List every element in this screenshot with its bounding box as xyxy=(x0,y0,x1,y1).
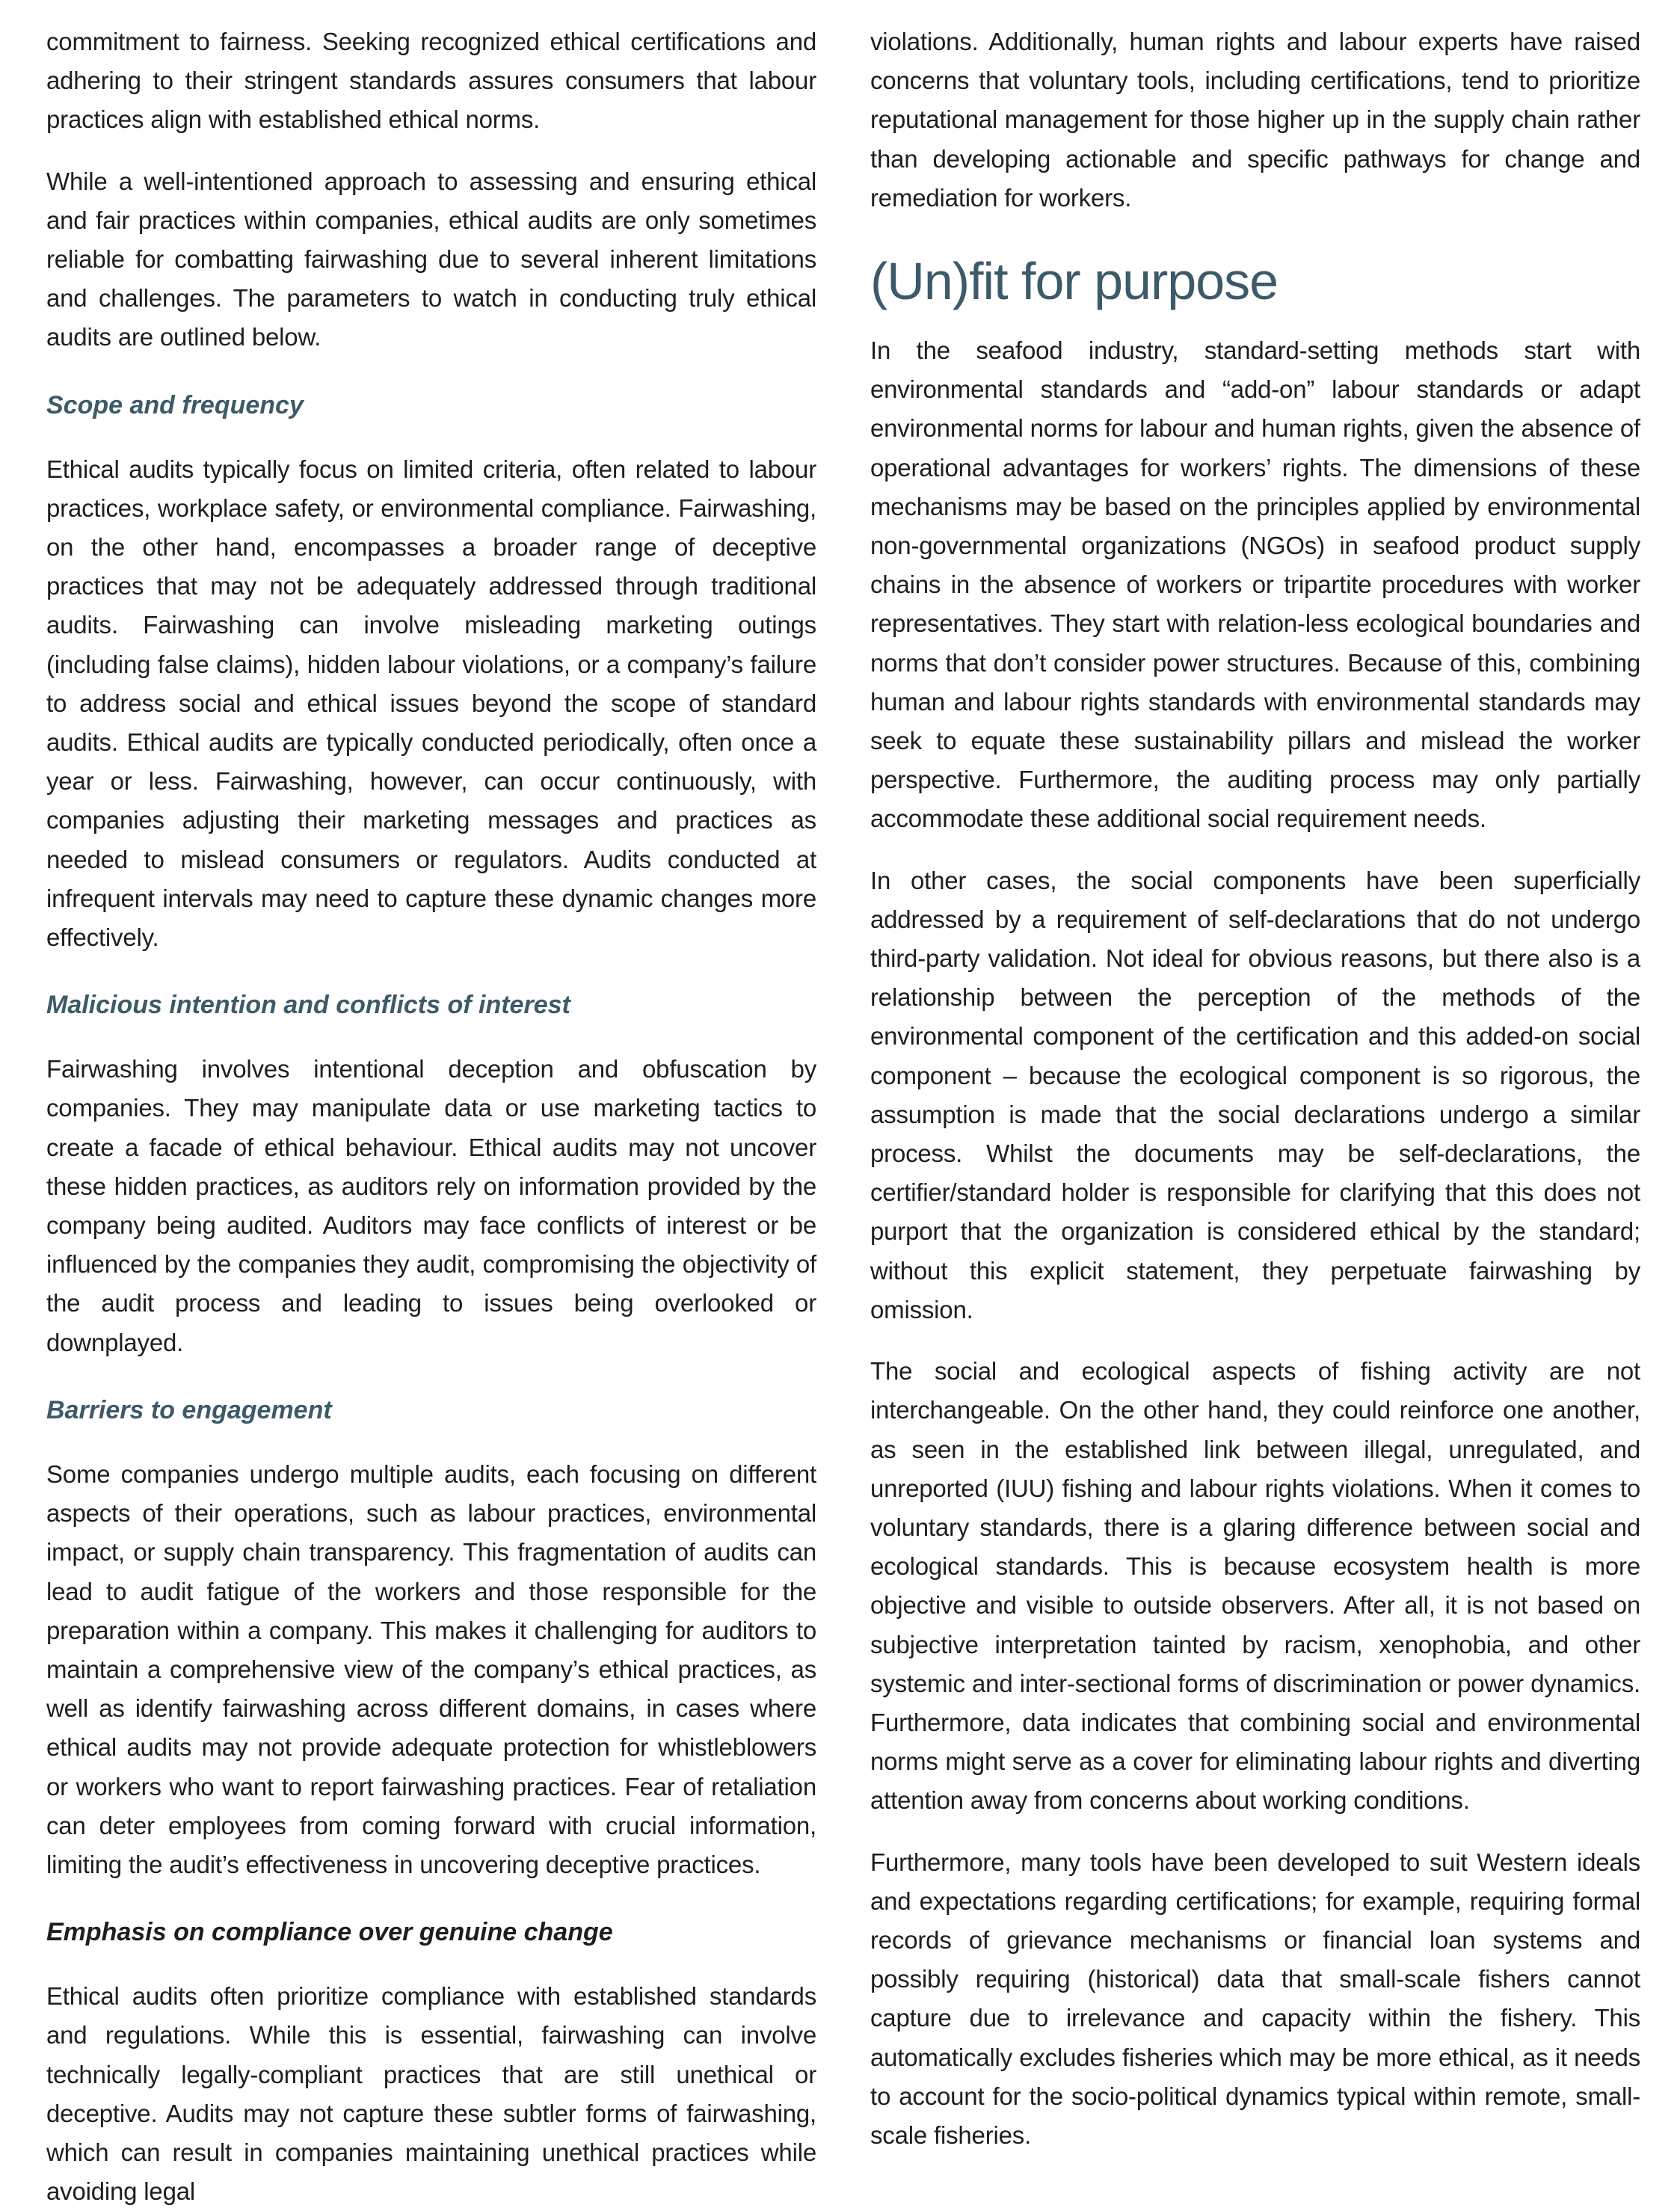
section-heading-unfit-for-purpose: (Un)fit for purpose xyxy=(870,252,1279,311)
paragraph-malicious: Fairwashing involves intentional deception and obfuscation by companies. They may manipulate data or use marketing tactics to create a facade of ethical behaviour. Ethical audits may not uncover these hidden practices, as auditors rely on information provided by the company being audited. Auditors may face conflicts of interest or be influenced by the companies they audit, compromising the objectivity of the audit process and leading to issues being overlooked or downplayed. xyxy=(46,1055,816,1356)
paragraph-self-declarations: In other cases, the social components have been superficially addressed by a requirement of self-declarations that do not undergo third-party validation. Not ideal for obvious reasons, but there also is a relationship between the perception of the methods of the environmental component of the certification and this added-on social component – because the ecological component is so rigorous, the assumption is made that the social declarations undergo a similar process. Whilst the documents may be self-declarations, the certifier/standard holder is responsible for clarifying that this does not purport that the organization is considered ethical by the standard; without this explicit statement, they perpetuate fairwashing by omission. xyxy=(870,866,1640,1323)
left-column xyxy=(46,22,816,2206)
subheading-malicious-intention: Malicious intention and conflicts of interest xyxy=(46,991,570,1020)
paragraph-scope: Ethical audits typically focus on limited criteria, often related to labour practices, workplace safety, or environmental compliance. Fairwashing, on the other hand, encompasses a broader range of deceptive practices that may not be adequately addressed through traditional audits. Fairwashing can involve misleading marketing outings (including false claims), hidden labour violations, or a company’s failure to address social and ethical issues beyond the scope of standard audits. Ethical audits are typically conducted periodically, often once a year or less. Fairwashing, however, can occur continuously, with companies adjusting their marketing messages and practices as needed to mislead consumers or regulators. Audits conducted at infrequent intervals may need to capture these dynamic changes more effectively. xyxy=(46,455,816,952)
right-column xyxy=(870,22,1640,2149)
subheading-scope-frequency: Scope and frequency xyxy=(46,390,304,419)
paragraph-western-ideals: Furthermore, many tools have been developed to suit Western ideals and expectations regarding certifications; for example, requiring formal records of grievance mechanisms or financial loan systems and possibly requiring (historical) data that small-scale fishers cannot capture due to irrelevance and capacity within the fishery. This automatically excludes fisheries which may be more ethical, as it needs to account for the socio-political dynamics typical within remote, small-scale fisheries. xyxy=(870,1848,1640,2149)
paragraph-emphasis: Ethical audits often prioritize compliance with established standards and regulations. While this is essential, fairwashing can involve technically legally-compliant practices that are still unethical or deceptive. Audits may not capture these subtler forms of fairwashing, which can result in companies maintaining unethical practices while avoiding legal xyxy=(46,1982,816,2206)
paragraph-social-ecological: The social and ecological aspects of fishing activity are not interchangeable. On the other hand, they could reinforce one another, as seen in the established link between illegal, unregulated, and unreported (IUU) fishing and labour rights violations. When it comes to voluntary standards, there is a glaring difference between social and ecological standards. This is because ecosystem health is more objective and visible to outside observers. After all, it is not based on subjective interpretation tainted by racism, xenophobia, and other systemic and inter-sectional forms of discrimination or power dynamics. Furthermore, data indicates that combining social and environmental norms might serve as a cover for eliminating labour rights and diverting attention away from concerns about working conditions. xyxy=(870,1357,1640,1815)
paragraph-seafood-standards: In the seafood industry, standard-setting methods start with environmental standards and “add-on” labour standards or adapt environmental norms for labour and human rights, given the absence of operational advantages for workers’ rights. The dimensions of these mechanisms may be based on the principles applied by environmental non-governmental organizations (NGOs) in seafood product supply chains in the absence of workers or tripartite procedures with worker representatives. They start with relation-less ecological boundaries and norms that don’t consider power structures. Because of this, combining human and labour rights standards with environmental standards may seek to equate these sustainability pillars and mislead the worker perspective. Furthermore, the auditing process may only partially accommodate these additional social requirement needs. xyxy=(870,336,1640,833)
paragraph-violations: violations. Additionally, human rights and labour experts have raised concerns that voluntary tools, including certifications, tend to prioritize reputational management for those higher up in the supply chain rather than developing actionable and specific pathways for change and remediation for workers. xyxy=(870,28,1640,212)
paragraph-commitment: commitment to fairness. Seeking recognized ethical certifications and adhering to their stringent standards assures consumers that labour practices align with established ethical norms. xyxy=(46,28,816,134)
subheading-emphasis-compliance: Emphasis on compliance over genuine change xyxy=(46,1918,613,1947)
subheading-barriers: Barriers to engagement xyxy=(46,1395,332,1424)
paragraph-audits-intro: While a well-intentioned approach to assessing and ensuring ethical and fair practices within companies, ethical audits are only sometimes reliable for combatting fairwashing due to several inherent limitations and challenges. The parameters to watch in conducting truly ethical audits are outlined below. xyxy=(46,167,816,351)
paragraph-barriers: Some companies undergo multiple audits, each focusing on different aspects of their operations, such as labour practices, environmental impact, or supply chain transparency. This fragmentation of audits can lead to audit fatigue of the workers and those responsible for the preparation within a company. This makes it challenging for auditors to maintain a comprehensive view of the company’s ethical practices, as well as identify fairwashing across different domains, in cases where ethical audits may not provide adequate protection for whistleblowers or workers who want to report fairwashing practices. Fear of retaliation can deter employees from coming forward with crucial information, limiting the audit’s effectiveness in uncovering deceptive practices. xyxy=(46,1460,816,1878)
